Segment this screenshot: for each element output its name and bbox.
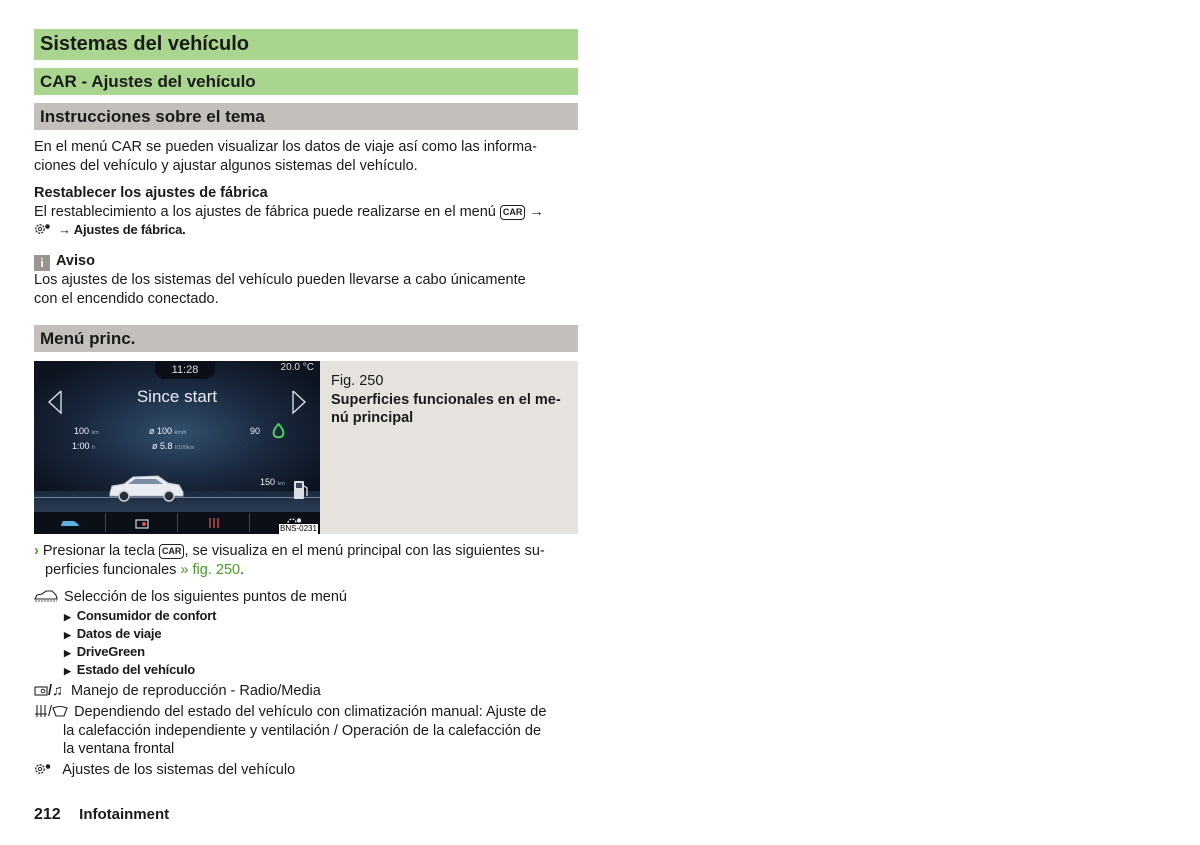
intro-line-1: En el menú CAR se pueden visualizar los datos de viaje así como las informa-	[34, 139, 537, 155]
figure-box	[34, 361, 578, 534]
note-line-2: con el encendido conectado.	[34, 290, 219, 307]
range-unit: km	[277, 481, 285, 487]
heater-icon	[207, 516, 221, 530]
arrow-icon: →	[529, 203, 544, 220]
settings-gear-icon	[34, 763, 56, 775]
bullet-icon: ▶	[64, 666, 71, 676]
screen-title: Since start	[136, 387, 218, 406]
stat-avg-consumption	[152, 441, 194, 451]
bullet-icon: ▶	[64, 630, 71, 640]
climate-menu-item	[34, 703, 582, 759]
figure-number: Fig. 250	[331, 373, 384, 389]
submenu-item	[64, 608, 217, 623]
submenu-item	[64, 662, 196, 677]
instruction-prefix: Presionar la tecla	[42, 543, 155, 559]
submenu-label: Consumidor de confort	[76, 608, 217, 623]
settings-menu-item	[34, 761, 578, 780]
factory-reset-title: Restablecer los ajustes de fábrica	[34, 185, 268, 201]
instruction-line-2-start: perficies funcionales	[45, 561, 177, 578]
next-arrow-icon[interactable]	[290, 389, 308, 415]
climate-line-1-text: Dependiendo del estado del vehículo con climatización manual: Ajuste de	[74, 704, 547, 720]
slash-separator: /	[48, 704, 53, 720]
windshield-heat-icon	[52, 705, 68, 717]
time-value: 1:00	[72, 441, 90, 451]
info-icon: i	[34, 255, 50, 271]
screen-clock: 11:28	[155, 361, 215, 379]
note-title-row	[34, 252, 578, 271]
figure-link[interactable]: » fig. 250	[180, 561, 241, 578]
factory-reset-path: → Ajustes de fábrica.	[58, 222, 186, 237]
intro-paragraph	[34, 138, 578, 175]
range-value: 150	[260, 477, 276, 487]
stat-distance	[74, 426, 99, 436]
note-line-1: Los ajustes de los sistemas del vehículo pueden llevarse a cabo únicamente	[34, 272, 526, 288]
car-menu-label: Selección de los siguientes puntos de menú	[64, 589, 347, 605]
factory-reset-text: El restablecimiento a los ajustes de fábrica puede realizarse en el menú	[34, 203, 496, 220]
bullet-icon: ▶	[64, 648, 71, 658]
car-key-icon: CAR	[500, 205, 526, 220]
instruction-block	[34, 542, 578, 579]
instruction-line-2	[34, 561, 578, 580]
fuel-pump-icon	[292, 478, 310, 502]
figure-code: BNS-0231	[280, 524, 317, 533]
infotainment-screen	[34, 361, 320, 534]
submenu-item	[64, 626, 162, 641]
figure-caption-line-1: Superficies funcionales en el me-	[331, 391, 561, 408]
stat-avg-speed	[149, 426, 186, 436]
figure-caption-line-2: nú principal	[331, 410, 414, 426]
factory-reset-block	[34, 184, 578, 240]
settings-gear-icon	[34, 223, 54, 235]
factory-reset-line-2	[34, 221, 578, 240]
figure-caption	[331, 372, 571, 428]
tab-media[interactable]	[106, 511, 177, 534]
bullet-icon: ▶	[64, 612, 71, 622]
climate-line-1	[34, 703, 582, 722]
consumption-unit: l/100km	[175, 445, 195, 451]
climate-line-2: la calefacción independiente y ventilación / Operación de la calefacción de	[63, 722, 542, 739]
car-menu-item	[34, 588, 578, 607]
car-key-icon: CAR	[159, 544, 185, 559]
note-block	[34, 252, 578, 308]
music-note-icon: ♫	[52, 683, 63, 699]
heater-icon	[34, 704, 48, 718]
tab-climate[interactable]	[178, 511, 249, 534]
topic-header	[34, 103, 578, 130]
car-menu-icon	[34, 590, 58, 602]
intro-line-2: ciones del vehículo y ajustar algunos sistemas del vehículo.	[34, 157, 418, 174]
page-footer	[34, 806, 169, 824]
time-unit: h	[92, 445, 96, 451]
page-number: 212	[34, 806, 61, 823]
step-arrow-icon: ›	[34, 543, 39, 559]
media-menu-label: Manejo de reproducción - Radio/Media	[70, 683, 321, 699]
tab-car[interactable]	[34, 511, 105, 534]
radio-icon	[135, 517, 149, 529]
instruction-line-1	[34, 542, 578, 561]
chapter-name: Infotainment	[79, 806, 170, 823]
media-menu-item	[34, 682, 578, 701]
subsection-title: CAR - Ajustes del vehículo	[40, 71, 256, 91]
stat-eco-score	[250, 426, 260, 436]
factory-reset-line-1	[34, 203, 578, 222]
drivegreen-leaf-icon	[272, 423, 285, 439]
climate-line-3: la ventana frontal	[63, 741, 175, 757]
car-menu-icon	[59, 518, 81, 528]
stat-range	[260, 477, 285, 487]
submenu-label: DriveGreen	[76, 644, 145, 659]
stat-time	[72, 441, 95, 451]
main-menu-title: Menú princ.	[40, 328, 136, 348]
note-title: Aviso	[56, 253, 95, 269]
radio-icon	[34, 684, 48, 696]
slash-separator: /	[48, 683, 53, 699]
submenu-label: Datos de viaje	[76, 626, 162, 641]
settings-menu-label: Ajustes de los sistemas del vehículo	[62, 762, 296, 778]
avg-speed-unit: km/h	[174, 430, 187, 436]
submenu-label: Estado del vehículo	[76, 662, 196, 677]
instruction-rest: , se visualiza en el menú principal con las siguientes su-	[184, 543, 545, 559]
submenu-item	[64, 644, 145, 659]
car-silhouette-icon	[106, 471, 186, 503]
subsection-header	[34, 68, 578, 95]
eco-score-value: 90	[250, 426, 261, 436]
avg-consumption-value: ø 5.8	[152, 441, 173, 451]
previous-arrow-icon[interactable]	[46, 389, 64, 415]
distance-value: 100	[74, 426, 90, 436]
distance-unit: km	[91, 430, 99, 436]
screen-temperature: 20.0 °C	[280, 362, 314, 373]
section-header	[34, 29, 578, 60]
section-title: Sistemas del vehículo	[40, 33, 249, 55]
main-menu-header	[34, 325, 578, 352]
topic-title: Instrucciones sobre el tema	[40, 106, 265, 126]
instruction-period: .	[240, 561, 245, 578]
avg-speed-value: ø 100	[149, 426, 173, 436]
